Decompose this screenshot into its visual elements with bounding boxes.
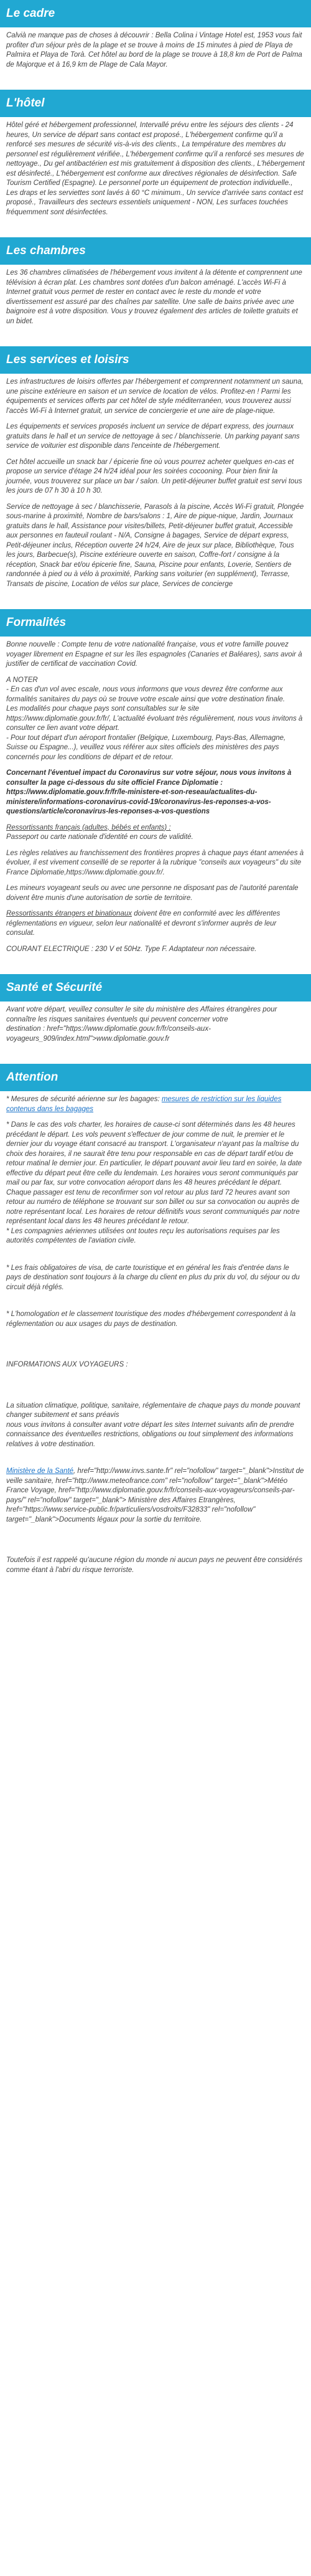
section-content <box>0 117 311 237</box>
paragraph: INFORMATIONS AUX VOYAGEURS : <box>6 1361 128 1368</box>
paragraph-text: doivent être en conformité avec les différentes réglementations en vigueur, selon leur nationalité et devront s'informer auprès de leur consulat. <box>6 910 281 937</box>
paragraph: La situation climatique, politique, sanitaire, réglementaire de chaque pays du monde pouvant changer subitement et sans préavis nous vous invitons à consulter avant votre départ les sites Internet suivants afin de prendre connaissance des éventuelles restrictions, obligations ou tout simplement des informations relatives à votre destination. <box>6 1401 300 1448</box>
spacer <box>6 1335 305 1360</box>
section-title: Santé et Sécurité <box>0 974 311 1002</box>
attention-section <box>0 1064 311 1588</box>
section-title: Attention <box>0 1064 311 1091</box>
spacer <box>6 1531 305 1556</box>
section-title: Les chambres <box>0 237 311 265</box>
paragraph: Les 36 chambres climatisées de l'hébergement vous invitent à la détente et comprennent une télévision à écran plat. Les chambres sont dotées d'un balcon aménagé. L'accès Wi-Fi à Internet gratuit vous permet de rester en contact avec le reste du monde et votre divertissement est assuré par des chaînes par satellite. Une salle de bains privée avec une baignoire est à votre disposition. Vous y trouvez également des articles de toilette gratuits et un bidet. <box>6 269 302 325</box>
section-content <box>0 265 311 346</box>
paragraph: COURANT ELECTRIQUE : 230 V et 50Hz. Type F. Adaptateur non nécessaire. <box>6 945 257 953</box>
paragraph: A NOTER - En cas d'un vol avec escale, nous vous informons que vous devrez être conforme aux formalités sanitaires du pays où se trouve votre escale ainsi que votre destination finale. Les modalités pour chaque pays sont consultables sur le site https://www.diplomatie.gouv.fr/fr/, L'actualité évoluant très régulièrement, nous vous invitons à consulter ce lien avant votre départ. - Pour tout départ d'un aéroport frontalier (Belgique, Luxembourg, Pays-Bas, Allemagne, Suisse ou Espagne...), veuillez vous référer aux sites officiels des ministères des pays concernés pour les conditions de départ et de retour. <box>6 676 303 761</box>
paragraph <box>6 909 305 939</box>
paragraph: Calvià ne manque pas de choses à découvrir : Bella Colina i Vintage Hotel est, 1953 vous fait profiter d'un séjour près de la plage et se trouve à moins de 15 minutes à pied de Playa de Palmira et Playa de Torà. Cet hôtel au bord de la plage se trouve à 18,8 km de Port de Palma de Majorque et à 16,9 km de Plage de Cala Mayor. <box>6 32 302 69</box>
paragraph <box>6 1467 305 1525</box>
sante-section <box>0 974 311 1064</box>
paragraph: Cet hôtel accueille un snack bar / épicerie fine où vous pourrez acheter quelques en-cas et propose un service d'étage 24 h/24 idéal pour les soirées cocooning. Pour bien finir la journée, vous trouverez sur place un bar / salon. Un petit-déjeuner buffet gratuit est servi tous les jours de 07 h 30 à 10 h 30. <box>6 458 302 495</box>
paragraph: Bonne nouvelle : Compte tenu de votre nationalité française, vous et votre famille pouvez voyager librement en Espagne et sur les îles espagnoles (Canaries et Baléares), sans avoir à justifier de certificat de vaccination Covid. <box>6 641 302 668</box>
formalites-section <box>0 609 311 974</box>
section-content <box>0 637 311 974</box>
spacer <box>6 1376 305 1401</box>
spacer <box>6 1252 305 1264</box>
hotel-section <box>0 90 311 237</box>
paragraph: Toutefois il est rappelé qu'aucune région du monde ni aucun pays ne peuvent être considérés comme étant à l'abri du risque terroriste. <box>6 1556 303 1574</box>
paragraph: Les mineurs voyageant seuls ou avec une personne ne disposant pas de l'autorité parentale doivent être munis d'une autorisation de sortie de territoire. <box>6 884 299 902</box>
cadre-section <box>0 0 311 90</box>
paragraph: * Les frais obligatoires de visa, de carte touristique et en général les frais d'entrée dans le pays de destination sont toujours à la charge du client en plus du prix du vol, du séjour ou du circuit déjà réglés. <box>6 1264 300 1291</box>
spacer <box>6 1299 305 1310</box>
paragraph-text: * Mesures de sécurité aérienne sur les bagages: <box>6 1096 162 1103</box>
paragraph: Hôtel géré et hébergement professionnel, Intervallé prévu entre les séjours des clients - 24 heures, Un service de départ sans contact est proposé., L'hébergement confirme qu'il a renforcé ses mesures de sécurité vis-à-vis des clients., La température des membres du personnel est régulièrement vérifiée., L'hébergement confirme qu'il a renforcé ses mesures de nettoyage., Du gel antibactérien est mis gratuitement à disposition des clients., L'hébergement est désinfecté., L'hébergement est conforme aux directives régionales de désinfection. Safe Tourism Certified (Espagne). Le personnel porte un équipement de protection individuelle., Les draps et les serviettes sont lavés à 60 °C minimum., Un service d'arrivée sans contact est proposé., Travailleurs des secteurs essentiels uniquement - NON, Les surfaces touchées fréquemment sont désinfectées. <box>6 121 305 216</box>
section-title: L'hôtel <box>0 90 311 117</box>
paragraph: Les règles relatives au franchissement des frontières propres à chaque pays étant amenées à évoluer, il est vivement conseillé de se reporter à la rubrique "conseils aux voyageurs" du site France Diplomatie,https://www.diplomatie.gouv.fr/. <box>6 849 304 876</box>
paragraph-text: Passeport ou carte nationale d'identité en cours de validité. <box>6 833 193 841</box>
paragraph: Les infrastructures de loisirs offertes par l'hébergement et comprennent notamment un sauna, une piscine extérieure en saison et un service de location de vélos. Profitez-en ! Parmi les équipements et services offerts par cet hôtel de style méditerranéen, vous trouverez aussi l'accès Wi-Fi à Internet gratuit, un service de conciergerie et une aire de plage-nique. <box>6 378 304 415</box>
underlined-label: Ressortissants étrangers et binationaux <box>6 910 132 917</box>
liquids-restriction-link[interactable]: mesures de restriction sur les liquides contenus dans les bagages <box>6 1096 282 1113</box>
section-title: Formalités <box>0 609 311 637</box>
paragraph <box>6 823 305 843</box>
paragraph <box>6 1095 305 1114</box>
chambres-section <box>0 237 311 346</box>
section-title: Le cadre <box>0 0 311 27</box>
paragraph: Avant votre départ, veuillez consulter le site du ministère des Affaires étrangères pour connaître les risques sanitaires éventuels qui peuvent concerner votre destination : href="https://www.diplomatie.gouv.fr/fr/conseils-aux-voyageurs_909/index.html">www.diplomatie.gouv.fr <box>6 1006 277 1043</box>
ministere-sante-link[interactable]: Ministère de la Santé <box>6 1467 74 1475</box>
paragraph: * Dans le cas des vols charter, les horaires de cause-ci sont déterminés dans les 48 heures précédant le départ. Les vols peuvent s'effectuer de jour comme de nuit, le premier et le dernier jour du voyage étant consacré au transport. L'organisateur n'ayant pas la maîtrise du choix des horaires, il ne saurait être tenu pour responsable en cas de départ tardif et/ou de retour matinal le dernier jour. En particulier, le départ pouvant avoir lieu tard en soirée, la date effective du départ peut être celle du lendemain. Les horaires vous seront communiqués par mail ou par fax, sur votre convocation aéroport dans les 48 heures précédant le départ. Chaque passager est tenu de reconfirmer son vol retour au plus tard 72 heures avant son retour au numéro de téléphone se trouvant sur son billet ou sur sa convocation ou auprès de notre représentant local. Les horaires de retour définitifs vous seront communiqués par notre représentant local dans les 48 heures précédant le retour. * Les compagnies aériennes utilisées ont toutes reçu les autorisations requises par les autorités compétentes de l'aviation civile. <box>6 1121 302 1244</box>
spacer <box>6 1456 305 1467</box>
section-content <box>0 1002 311 1064</box>
paragraph-text: , href="http://www.invs.sante.fr" rel="nofollow" target="_blank">Institut de veille sanitaire, href="http://www.meteofrance.com" rel="nofollow" target="_blank">Météo France Voyage, href="http://www.diplomatie.gouv.fr/fr/conseils-aux-voyageurs/conseils-par-pays/" rel="nofollow" target="_blank"> Ministère des Affaires Etrangères, href="https://www.service-public.fr/particuliers/vosdroits/F32833" rel="nofollow" target="_blank">Documents légaux pour la sortie du territoire. <box>6 1467 304 1523</box>
underlined-label: Ressortissants français (adultes, bébés et enfants) : <box>6 823 171 831</box>
paragraph: Les équipements et services proposés incluent un service de départ express, des journaux gratuits dans le hall et un service de nettoyage à sec / blanchisserie. Un parking payant sans service de voiturier est disponible dans l'enceinte de l'hébergement. <box>6 423 300 450</box>
paragraph: * L'homologation et le classement touristique des modes d'hébergement correspondent à la réglementation ou aux usages du pays de destination. <box>6 1310 296 1328</box>
section-content <box>0 1091 311 1588</box>
section-content <box>0 374 311 609</box>
paragraph: Concernant l'éventuel impact du Coronavirus sur votre séjour, nous vous invitons à consulter la page ci-dessous du site officiel France Diplomatie : https://www.diplomatie.gouv.fr/fr/le-ministere-et-son-reseau/actualites-du-ministere/informations-coronavirus-covid-19/coronavirus-les-reponses-a-vos-questions/article/coronavirus-les-reponses-a-vos-questions <box>6 769 292 815</box>
section-content <box>0 27 311 90</box>
section-title: Les services et loisirs <box>0 346 311 374</box>
services-section <box>0 346 311 609</box>
paragraph: Service de nettoyage à sec / blanchisserie, Parasols à la piscine, Accès Wi-Fi gratuit, Plongée sous-marine à proximité, Nombre de bars/salons : 1, Aire de pique-nique, Jardin, Journaux gratuits dans le hall, Assistance pour visites/billets, Petit-déjeuner buffet gratuit, Accessible aux personnes en fauteuil roulant - N/A, Consigne à bagages, Service de départ express, Petit-déjeuner inclus, Réception ouverte 24 h/24, Aire de jeux sur place, Bibliothèque, Tous les jours, Barbecue(s), Piscine extérieure ouverte en saison, Coffre-fort / consigne à la réception, Snack bar et/ou épicerie fine, Sauna, Piscine pour enfants, Loverie, Sentiers de randonnée à pied ou à vélo à proximité, Parking sans voiturier (en supplément), Terrasse, Transats de piscine, Location de vélos sur place, Services de concierge <box>6 503 304 588</box>
